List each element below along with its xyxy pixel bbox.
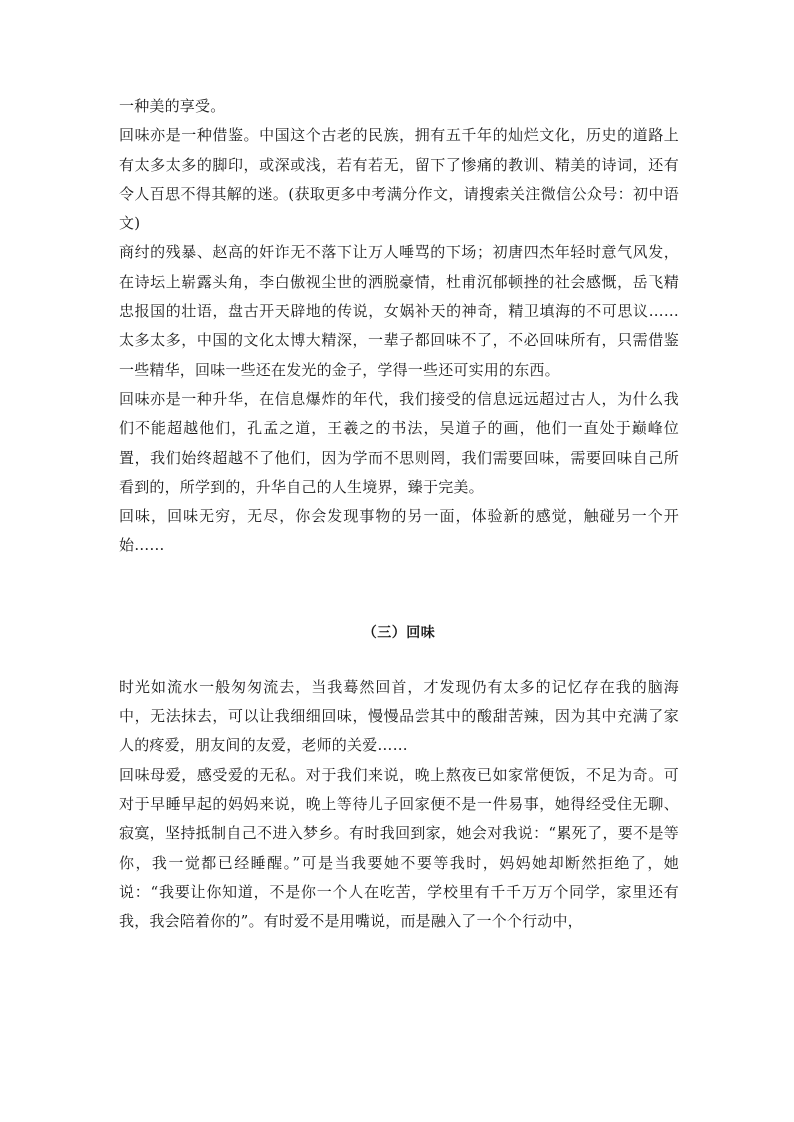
paragraph: 回味亦是一种升华，在信息爆炸的年代，我们接受的信息远远超过古人，为什么我们不能超越他们，孔孟之道，王羲之的书法，吴道子的画，他们一直处于巅峰位置，我们始终超越不了他们，因为学而不思则罔，我们需要回味，需要回味自己所看到的，所学到的，升华自己的人生境界，臻于完美。 — [119, 389, 679, 496]
paragraph: 回味母爱，感受爱的无私。对于我们来说，晚上熬夜已如家常便饭，不足为奇。可对于早睡早起的妈妈来说，晚上等待儿子回家便不是一件易事，她得经受住无聊、寂寞，坚持抵制自己不进入梦乡。有时我回到家，她会对我说：“累死了，要不是等你，我一觉都已经睡醒。”可是当我要她不要等我时，妈妈她却断然拒绝了，她说：“我要让你知道，不是你一个人在吃苦，学校里有千千万万个同学，家里还有我，我会陪着你的”。有时爱不是用嘴说，而是融入了一个个行动中， — [119, 765, 679, 931]
paragraph: 商纣的残暴、赵高的奸诈无不落下让万人唾骂的下场；初唐四杰年轻时意气风发，在诗坛上崭露头角，李白傲视尘世的洒脱豪情，杜甫沉郁顿挫的社会感慨，岳飞精忠报国的壮语，盘古开天辟地的传说，女娲补天的神奇，精卫填海的不可思议……太多太多，中国的文化太博大精深，一辈子都回味不了，不必回味所有，只需借鉴一些精华，回味一些还在发光的金子，学得一些还可实用的东西。 — [119, 243, 679, 379]
paragraph: 回味，回味无穷，无尽，你会发现事物的另一面，体验新的感觉，触碰另一个开始…… — [119, 507, 679, 555]
section-spacer — [119, 561, 679, 619]
title-spacer — [119, 647, 679, 673]
paragraph: 回味亦是一种借鉴。中国这个古老的民族，拥有五千年的灿烂文化，历史的道路上有太多太多的脚印，或深或浅，若有若无，留下了惨痛的教训、精美的诗词，还有令人百思不得其解的迷。(获取更多中考满分作文，请搜索关注微信公众号：初中语文) — [119, 126, 679, 233]
section-title: （三）回味 — [362, 624, 436, 641]
document-body — [119, 92, 679, 936]
paragraph: 时光如流水一般匆匆流去，当我蓦然回首，才发现仍有太多的记忆存在我的脑海中，无法抹去，可以让我细细回味，慢慢品尝其中的酸甜苦辣，因为其中充满了家人的疼爱，朋友间的友爱，老师的关爱…… — [119, 677, 679, 755]
paragraph: 一种美的享受。 — [119, 97, 226, 115]
